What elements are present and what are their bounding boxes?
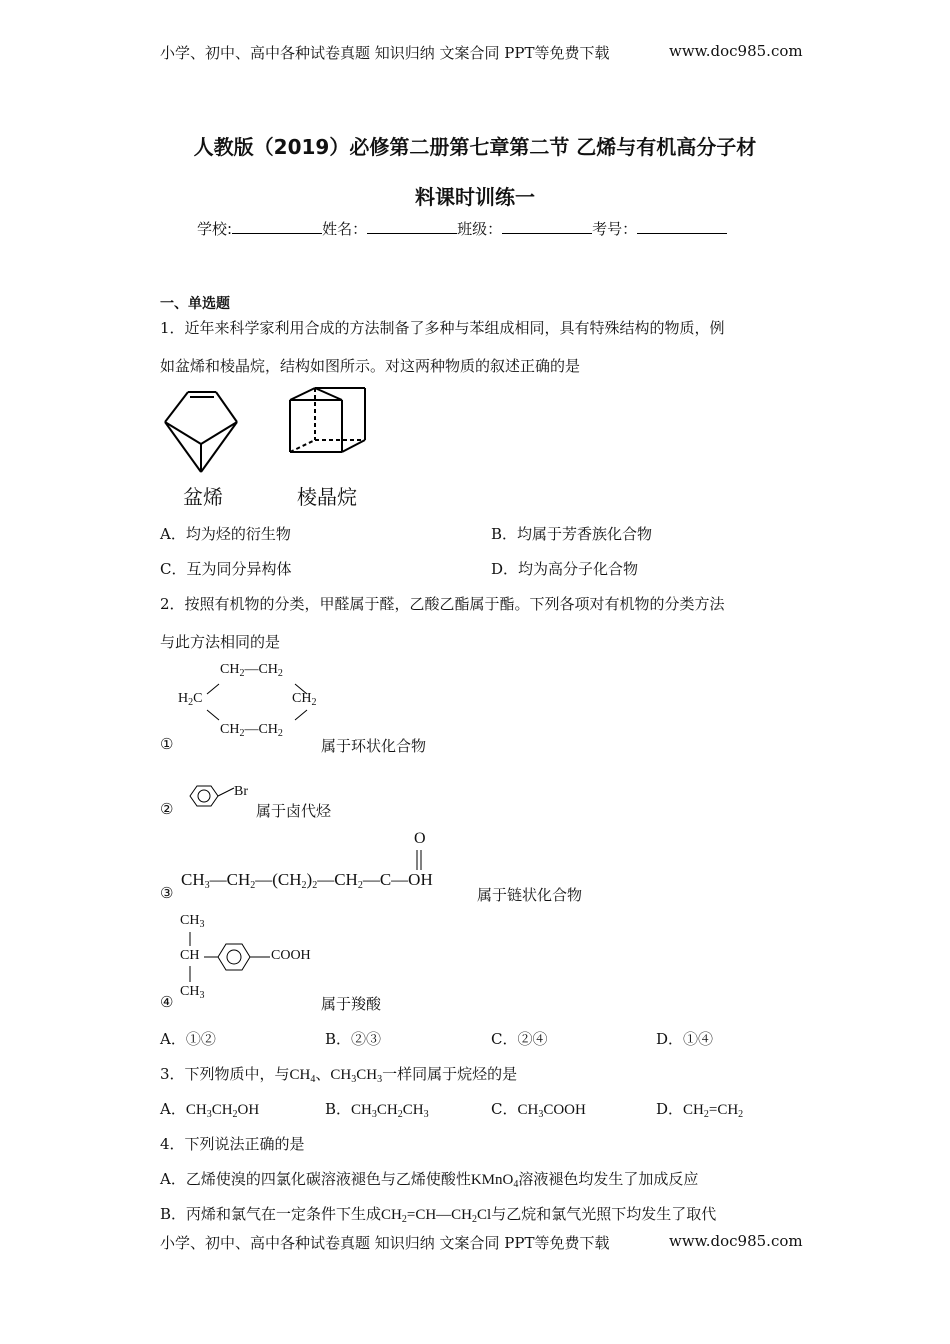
footer-site: www.doc985.com [669, 1232, 803, 1250]
cyclohexane-ch2-right: $CH_2$ [292, 691, 317, 708]
q2-option-a[interactable]: A．①② [160, 1030, 216, 1048]
school-blank[interactable] [232, 233, 322, 234]
prismane-structure [290, 388, 365, 474]
q3-c-label: C． [491, 1100, 518, 1118]
q1-line-1: 1．近年来科学家利用合成的方法制备了多种与苯组成相同，具有特殊结构的物质，例 [160, 319, 725, 337]
q2-line-2: 与此方法相同的是 [160, 633, 281, 651]
name-blank[interactable] [367, 233, 457, 234]
q4-a-formula: KMnO$_4$ [470, 1172, 519, 1190]
page-header [160, 42, 610, 63]
q3-option-b[interactable] [325, 1098, 429, 1120]
q1-option-b[interactable]: B．均属于芳香族化合物 [491, 525, 653, 543]
cyclohexane-h2c: $H_2C$ [178, 691, 203, 708]
q3-d-formula: $CH_2=CH_2$ [683, 1102, 744, 1120]
q3-option-a[interactable] [160, 1098, 259, 1120]
cyclohexane-bottom: $CH_2—CH_2$ [220, 722, 283, 739]
number-blank[interactable] [637, 233, 727, 234]
school-label: 学校: [197, 220, 233, 238]
number-label: 考号： [592, 220, 638, 238]
header-site: www.doc985.com [669, 42, 803, 60]
q2-option-b[interactable]: B．②③ [325, 1030, 382, 1048]
isopropylbenzene-bonds [180, 930, 280, 985]
cyclohexane-top: $CH_2—CH_2$ [220, 662, 283, 679]
title-line-1: 人教版（2019）必修第二册第七章第二节 乙烯与有机高分子材 [193, 135, 757, 159]
ch-label: CH [180, 948, 200, 963]
q2-item2-text: 属于卤代烃 [256, 802, 332, 820]
info-line [197, 218, 727, 239]
fig-label-benzvalene: 盆烯 [183, 485, 223, 509]
q1-option-d[interactable]: D．均为高分子化合物 [491, 560, 639, 578]
title-line-2: 料课时训练一 [415, 185, 535, 209]
q2-item1-number: ① [160, 735, 174, 753]
q3-stem-pre: 3．下列物质中，与 [160, 1065, 290, 1083]
benzvalene-structure [164, 392, 237, 472]
q3-a-label: A． [160, 1100, 186, 1118]
q2-option-c[interactable]: C．②④ [491, 1030, 548, 1048]
q2-line-1: 2．按照有机物的分类，甲醛属于醛，乙酸乙酯属于酯。下列各项对有机物的分类方法 [160, 595, 725, 613]
q3-option-c[interactable] [491, 1098, 586, 1120]
q4-option-b[interactable] [160, 1203, 716, 1225]
q4-a-post: 溶液褪色均发生了加成反应 [518, 1170, 699, 1188]
q4-a-pre: A．乙烯使溴的四氯化碳溶液褪色与乙烯使酸性 [160, 1170, 471, 1188]
methyl-bottom: $CH_3$ [180, 984, 205, 1001]
q3-b-label: B． [325, 1100, 352, 1118]
chain-formula: $CH_3—CH_2—(CH_2)_2—CH_2—C—OH$ [181, 870, 433, 891]
q3-a-formula: $CH_3CH_2OH$ [185, 1102, 260, 1120]
methyl-top: $CH_3$ [180, 913, 205, 930]
page-footer [160, 1232, 610, 1253]
q3-option-d[interactable] [656, 1098, 743, 1120]
name-label: 姓名： [322, 220, 368, 238]
carbonyl-oxygen: O [414, 830, 426, 847]
fig-label-prismane: 棱晶烷 [297, 485, 357, 509]
q2-item3-text: 属于链状化合物 [477, 886, 583, 904]
q2-item4-text: 属于羧酸 [321, 995, 382, 1013]
section-heading: 一、单选题 [160, 296, 230, 312]
carbonyl-double-bond [410, 848, 430, 872]
q4-b-post: 与乙烷和氯气光照下均发生了取代 [491, 1205, 717, 1223]
q2-option-d[interactable]: D．①④ [656, 1030, 714, 1048]
header-text: 小学、初中、高中各种试卷真题 知识归纳 文案合同 PPT等免费下载 [160, 44, 610, 62]
q3-stem-mid: 一样同属于烷烃的是 [382, 1065, 518, 1083]
q3-d-label: D． [656, 1100, 684, 1118]
carboxyl-group: COOH [271, 948, 311, 963]
q1-line-2: 如盆烯和棱晶烷，结构如图所示。对这两种物质的叙述正确的是 [160, 357, 581, 375]
q4-option-a[interactable] [160, 1168, 698, 1190]
q4-b-formula: $CH_2=CH—CH_2Cl$ [381, 1207, 492, 1225]
q4-b-pre: B．丙烯和氯气在一定条件下生成 [160, 1205, 382, 1223]
q2-item2-number: ② [160, 800, 174, 818]
q3-c-formula: $CH_3COOH$ [517, 1102, 586, 1120]
q1-option-c[interactable]: C．互为同分异构体 [160, 560, 292, 578]
q3-stem [160, 1063, 517, 1085]
q1-option-a[interactable]: A．均为烃的衍生物 [160, 525, 291, 543]
benzene-ring-bromo [180, 780, 240, 820]
q2-item4-number: ④ [160, 993, 174, 1011]
q2-item3-number: ③ [160, 886, 174, 902]
footer-text: 小学、初中、高中各种试卷真题 知识归纳 文案合同 PPT等免费下载 [160, 1234, 610, 1252]
q1-structures-figure [160, 386, 375, 478]
q4-stem: 4．下列说法正确的是 [160, 1135, 305, 1153]
q3-b-formula: $CH_3CH_2CH_3$ [351, 1102, 429, 1120]
class-label: 班级： [457, 220, 503, 238]
cyclohexane-bonds [195, 670, 325, 730]
q2-item1-text: 属于环状化合物 [321, 737, 427, 755]
bromine-label: Br [234, 784, 248, 799]
hydroxyl-oh: OH [408, 870, 433, 889]
q3-formulas: $CH_4$、$CH_3CH_3$ [289, 1067, 383, 1085]
class-blank[interactable] [502, 233, 592, 234]
